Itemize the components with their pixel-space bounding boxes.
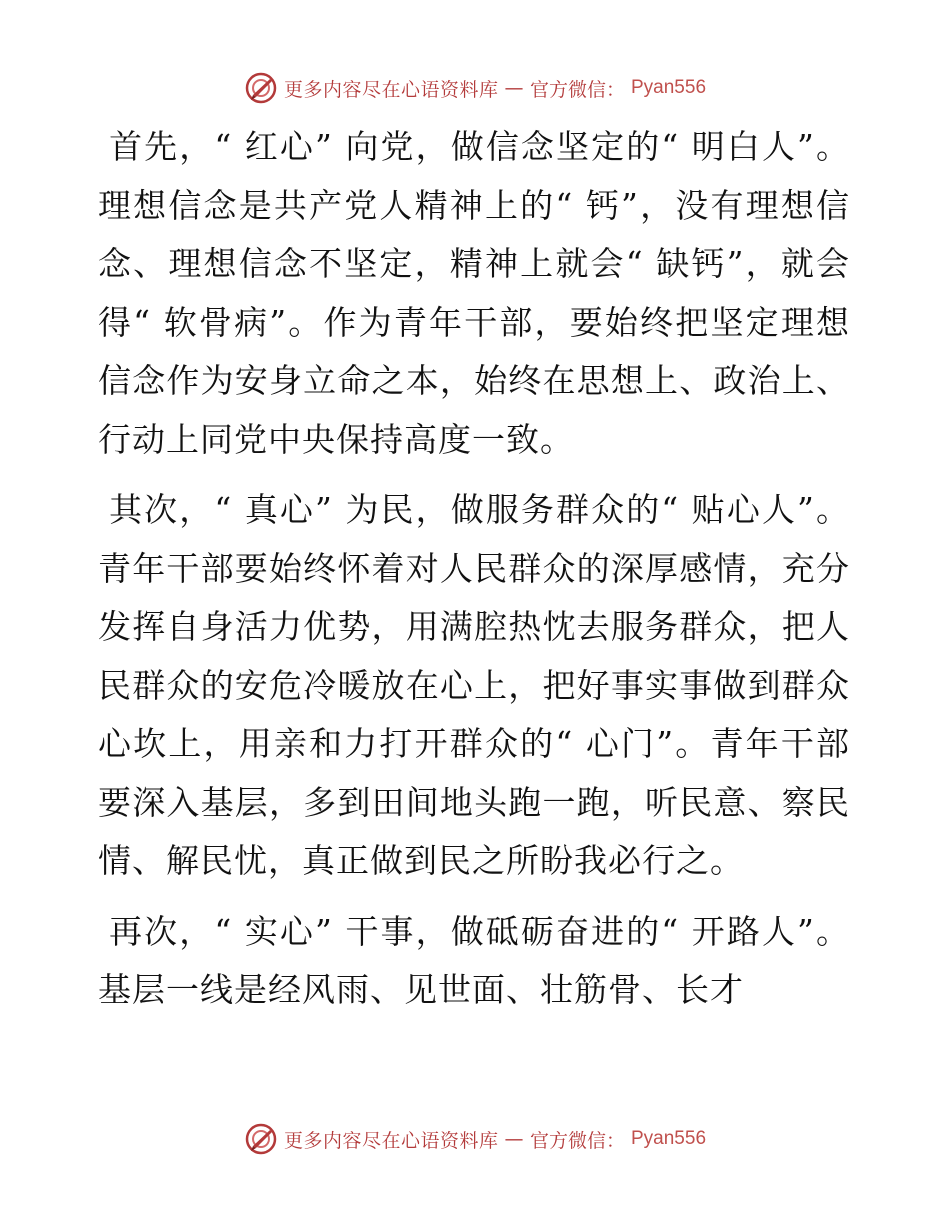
watermark-brand-text: 更多内容尽在心语资料库 [283, 1129, 499, 1152]
paragraph-text: 其次，“ 真心” 为民，做服务群众的“ 贴心人”。青年干部要始终怀着对人民群众的深厚感情，充分发挥自身活力优势，用满腔热忱去服务群众，把人民群众的安危冷暖放在心上，把好事实事做到群众心坎上，用亲和力打开群众的“ 心门”。青年干部要深入基层，多到田间地头跑一跑，听民意、察民情、解民忧，真正做到民之所盼我必行之。 [98, 490, 850, 880]
paragraph-true-heart [98, 481, 850, 891]
header-watermark [0, 68, 950, 108]
paragraph-text: 首先，“ 红心” 向党，做信念坚定的“ 明白人”。理想信念是共产党人精神上的“ 钙”，没有理想信念、理想信念不坚定，精神上就会“ 缺钙”，就会得“ 软骨病”。作为青年干部，要始终把坚定理想信念作为安身立命之本，始终在思想上、政治上、行动上同党中央保持高度一致。 [98, 127, 850, 459]
paragraph-red-heart [98, 118, 850, 469]
brand-logo-icon [244, 1122, 278, 1156]
watermark-label: 官方微信： [529, 78, 625, 101]
watermark-wechat-id: Pyan556 [631, 77, 707, 98]
watermark-wechat-id: Pyan556 [631, 1128, 707, 1149]
brand-logo-icon [244, 71, 278, 105]
footer-watermark [0, 1119, 950, 1159]
paragraph-solid-heart [98, 903, 850, 1020]
document-body [98, 118, 850, 1032]
watermark-brand-text: 更多内容尽在心语资料库 [283, 78, 499, 101]
watermark-separator: — [504, 1128, 524, 1150]
watermark-label: 官方微信： [529, 1129, 625, 1152]
paragraph-text: 再次，“ 实心” 干事，做砥砺奋进的“ 开路人”。基层一线是经风雨、见世面、壮筋骨、长才 [98, 911, 850, 1009]
watermark-separator: — [504, 77, 524, 99]
